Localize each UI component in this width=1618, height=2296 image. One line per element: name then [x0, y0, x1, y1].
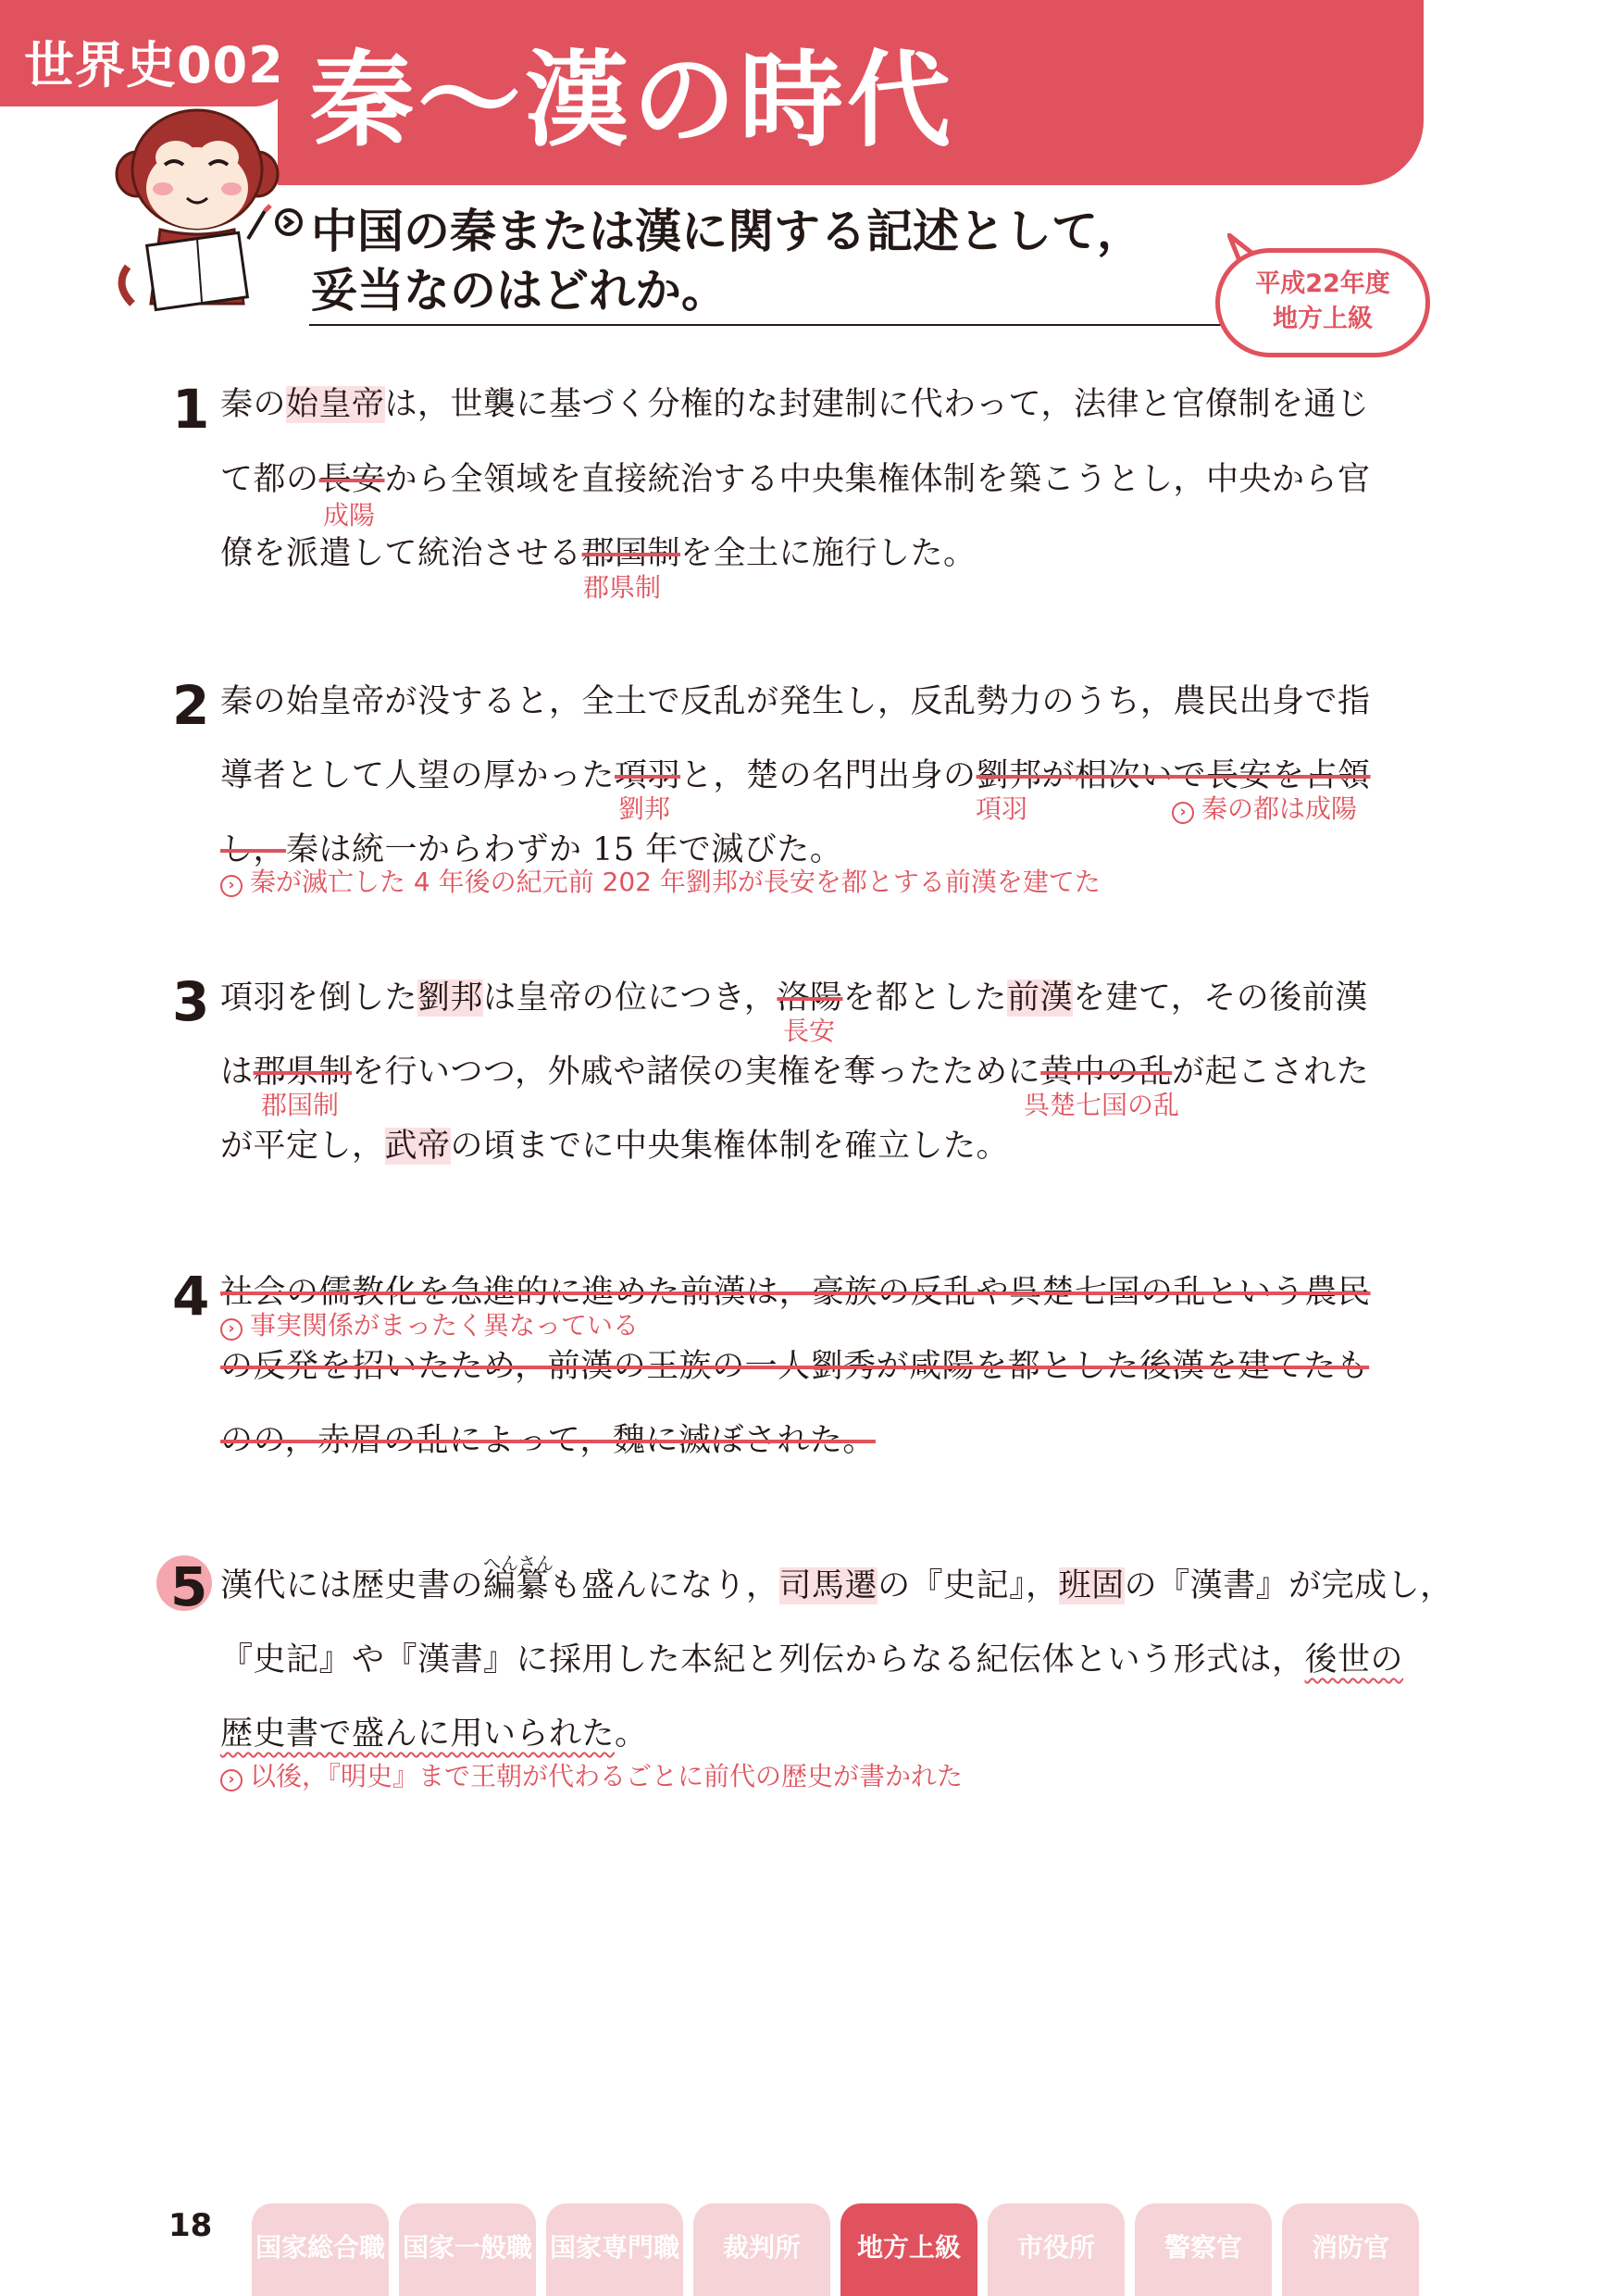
- struck-term: 長安: [318, 461, 385, 498]
- correction-label: 呉楚七国の乱: [1024, 1090, 1180, 1120]
- option-2-line-3: し，秦は統一からわずか 15 年で滅びた。: [220, 831, 843, 868]
- arrow-icon: ›: [220, 875, 243, 897]
- option-3-line-1: 項羽を倒した劉邦は皇帝の位につき，洛陽を都とした前漢を建て，その後前漢: [220, 980, 1368, 1017]
- highlight-term: 始皇帝: [286, 386, 385, 423]
- option-4-line-1: [220, 1269, 1371, 1316]
- correction-label: 成陽: [323, 500, 376, 530]
- monkey-mascot-icon: [109, 100, 285, 331]
- highlight-term: 劉邦: [417, 980, 484, 1017]
- correction-label: 長安: [783, 1016, 836, 1046]
- option-3-line-3: が平定し，武帝の頃までに中央集権体制を確立した。: [220, 1128, 1010, 1165]
- tab-keisatsukan[interactable]: 警察官: [1135, 2203, 1272, 2296]
- question-text: [311, 202, 1143, 320]
- page-number: 18: [168, 2207, 213, 2244]
- ruby-term: へんさん 編纂: [483, 1554, 554, 1604]
- tab-chiho-jokyu[interactable]: 地方上級: [840, 2203, 977, 2296]
- option-2-number: 2: [172, 674, 210, 737]
- arrow-icon: ›: [220, 1769, 243, 1791]
- highlight-term: 班固: [1058, 1567, 1125, 1604]
- arrow-icon: ›: [220, 1318, 243, 1341]
- struck-term: 郡国制: [581, 535, 681, 572]
- wavy-underline-term: 後世の: [1304, 1641, 1404, 1678]
- correction-label: 項羽: [976, 793, 1028, 824]
- option-3-number: 3: [172, 970, 210, 1033]
- struck-sentence: のの，赤眉の乱によって，魏に滅ぼされた。: [220, 1422, 876, 1459]
- option-1-line-1: 秦の始皇帝は，世襲に基づく分権的な封建制に代わって，法律と官僚制を通じ: [220, 386, 1370, 423]
- option-1-number: 1: [172, 378, 210, 441]
- explanation-note: › 秦が滅亡した 4 年後の紀元前 202 年劉邦が長安を都とする前漢を建てた: [220, 867, 1101, 898]
- option-1-line-2: て都の長安から全領域を直接統治する中央集権体制を築こうとし，中央から官: [220, 461, 1371, 498]
- tab-saibansho[interactable]: 裁判所: [693, 2203, 830, 2296]
- struck-term: し，: [220, 831, 287, 868]
- explanation-note: › 以後，『明史』まで王朝が代わるごとに前代の歴史が書かれた: [220, 1761, 963, 1792]
- explanation-note: › 事実関係がまったく異なっている: [220, 1310, 639, 1341]
- source-badge: [1215, 248, 1430, 357]
- tab-kokka-senmon[interactable]: 国家専門職: [546, 2203, 683, 2296]
- struck-term: 項羽: [615, 757, 681, 794]
- option-5-line-3: 歴史書で盛んに用いられた。: [220, 1716, 648, 1753]
- highlight-term: 司馬遷: [778, 1567, 878, 1604]
- wavy-underline-term: 歴史書で盛んに用いられた: [220, 1716, 616, 1753]
- correction-label: 郡国制: [261, 1090, 340, 1120]
- subject-label: 世界史002: [24, 36, 284, 94]
- source-exam: 地方上級: [1273, 305, 1373, 333]
- question-line-1: 中国の秦または漢に関する記述として，: [311, 205, 1143, 258]
- option-2-line-1: 秦の始皇帝が没すると，全土で反乱が発生し，反乱勢力のうち，農民出身で指: [220, 683, 1371, 720]
- option-2-line-2: 導者として人望の厚かった項羽と，楚の名門出身の劉邦が相次いで長安を占領: [220, 757, 1371, 794]
- question-line-2: 妥当なのはどれか。: [311, 264, 728, 318]
- tab-kokka-sogo[interactable]: 国家総合職: [252, 2203, 389, 2296]
- option-5-line-1: 漢代には歴史書の へんさん 編纂も盛んになり，司馬遷の『史記』，班固の『漢書』が完成し，: [220, 1563, 1453, 1609]
- struck-term: 劉邦が相次いで長安を占領: [976, 757, 1371, 794]
- option-4-line-2: [220, 1343, 1369, 1390]
- option-4-line-3: [220, 1417, 876, 1464]
- arrow-icon: ›: [1172, 802, 1194, 824]
- correction-label: 郡県制: [583, 572, 662, 603]
- correction-note: › 秦の都は成陽: [1172, 793, 1357, 825]
- question-underline: [309, 324, 1237, 326]
- struck-sentence: の反発を招いたため，前漢の王族の一人劉秀が咸陽を都とした後漢を建てたも: [220, 1348, 1370, 1385]
- struck-term: 郡県制: [253, 1054, 353, 1091]
- correction-label: 劉邦: [618, 793, 671, 824]
- option-3-line-2: は郡県制を行いつつ，外戚や諸侯の実権を奪ったために黄巾の乱が起こされた: [220, 1054, 1370, 1091]
- option-4-number: 4: [172, 1265, 210, 1328]
- struck-term: 黄巾の乱: [1040, 1054, 1173, 1091]
- option-1-line-3: 僚を派遣して統治させる郡国制を全土に施行した。: [220, 535, 977, 572]
- highlight-term: 前漢: [1006, 980, 1073, 1017]
- subject-tab: [0, 0, 294, 106]
- page-title: 秦～漢の時代: [310, 41, 954, 161]
- exam-type-tabs: [252, 2203, 1424, 2296]
- option-5-number: 5: [170, 1555, 208, 1618]
- source-year: 平成22年度: [1255, 269, 1390, 298]
- option-5-line-2: 『史記』や『漢書』に採用した本紀と列伝からなる紀伝体という形式は，後世の: [220, 1641, 1404, 1678]
- tab-kokka-ippan[interactable]: 国家一般職: [399, 2203, 536, 2296]
- struck-term: 洛陽: [777, 980, 843, 1017]
- arrow-circle-icon: [274, 207, 304, 237]
- tab-shiyakusho[interactable]: 市役所: [988, 2203, 1125, 2296]
- highlight-term: 武帝: [384, 1128, 451, 1165]
- struck-sentence: 社会の儒教化を急進的に進めた前漢は，豪族の反乱や呉楚七国の乱という農民: [220, 1274, 1371, 1311]
- tab-shobokan[interactable]: 消防官: [1282, 2203, 1419, 2296]
